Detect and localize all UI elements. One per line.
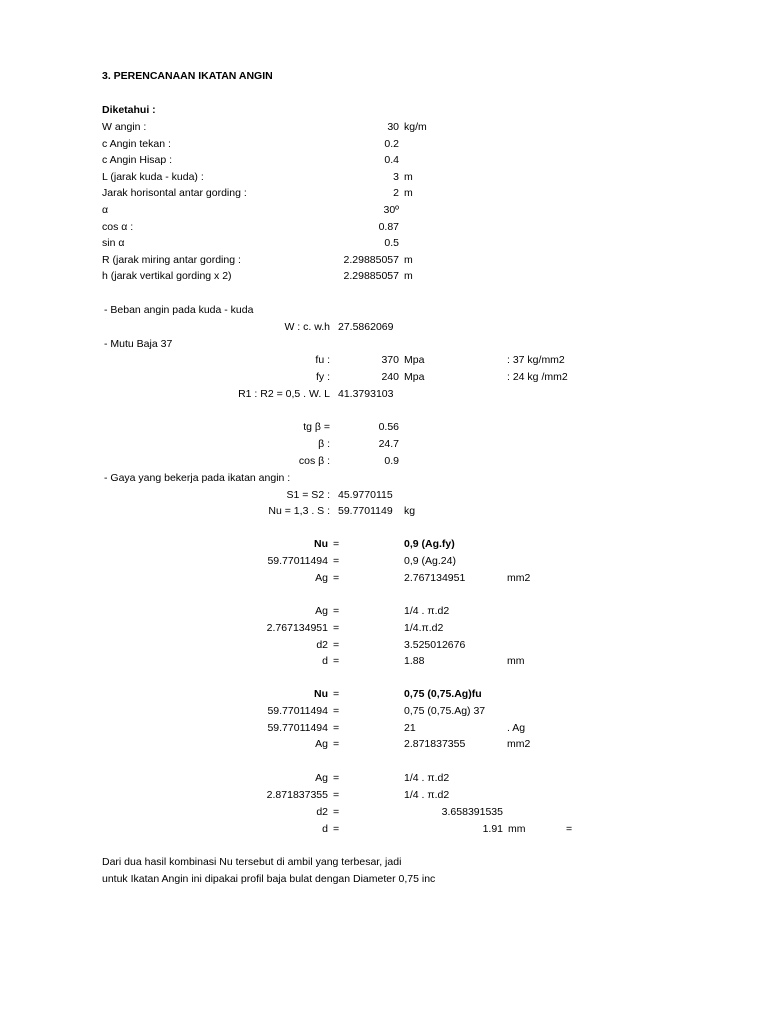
r-label: R1 : R2 = 0,5 . W. L [238,388,330,400]
calc4-left-2: 2.871837355 [266,789,328,801]
calc4-left-3: d2 [316,806,328,818]
fu-unit: Mpa [404,354,425,366]
diketahui-value: 0.5 [384,237,399,249]
diketahui-label: c Angin tekan : [102,138,171,150]
calc-equals: = [333,639,340,651]
diketahui-unit: m [404,171,413,183]
diketahui-value: 2.29885057 [343,270,399,282]
calc-unit: . Ag [507,722,526,734]
calc-right: 21 [404,722,416,734]
beta-label: β : [318,438,330,450]
calc4-right-4: 1.91 [482,823,503,835]
diketahui-label: h (jarak vertikal gording x 2) [102,270,232,282]
calc-equals: = [333,605,340,617]
conclusion-line-1: Dari dua hasil kombinasi Nu tersebut di ambil yang terbesar, jadi [102,856,402,868]
diketahui-label: W angin : [102,121,147,133]
calc-unit: mm2 [507,738,531,750]
calc-left: Ag [315,572,328,584]
diketahui-value: 3 [393,171,399,183]
calc-left: 59.77011494 [267,705,328,717]
diketahui-label: Jarak horisontal antar gording : [102,187,247,199]
calc4-eq-4: = [333,823,340,835]
calc-right: 2.767134951 [404,572,466,584]
calc-left: d [322,655,328,667]
mutu-heading: - Mutu Baja 37 [104,338,173,350]
calc4-right-2: 1/4 . π.d2 [404,789,450,801]
calc-equals: = [333,738,340,750]
calc-equals: = [333,572,340,584]
diketahui-unit: kg/m [404,121,427,133]
cos-beta-value: 0.9 [384,455,399,467]
w-label: W : c. w.h [284,321,330,333]
nu-unit: kg [404,505,416,517]
calc4-left-4: d [322,823,328,835]
diketahui-value: 30º [383,204,399,216]
calc-left: Nu [314,688,328,700]
calc4-left-1: Ag [315,772,328,784]
calc-left: 59.77011494 [267,722,328,734]
gaya-heading: - Gaya yang bekerja pada ikatan angin : [104,472,291,484]
calc-equals: = [333,722,340,734]
calc4-unit-4: mm [508,823,526,835]
fy-unit: Mpa [404,371,425,383]
diketahui-unit: m [404,270,413,282]
calc-equals: = [333,688,340,700]
calc-unit: mm2 [507,572,531,584]
fy-label: fy : [315,371,330,383]
calc-right: 0,9 (Ag.24) [404,555,456,567]
fy-note: : 24 kg /mm2 [507,371,568,383]
calc-equals: = [333,555,340,567]
beta-value: 24.7 [378,438,399,450]
diketahui-heading: Diketahui : [102,104,156,116]
fy-value: 240 [381,371,399,383]
diketahui-value: 0.4 [384,154,399,166]
diketahui-label: α [102,204,109,216]
diketahui-label: c Angin Hisap : [102,154,173,166]
calc4-eq-1: = [333,772,340,784]
cos-beta-label: cos β : [298,455,330,467]
diketahui-value: 2 [393,187,399,199]
fu-note: : 37 kg/mm2 [507,354,565,366]
calc-equals: = [333,538,340,550]
w-value: 27.5862069 [338,321,394,333]
r-value: 41.3793103 [338,388,394,400]
s-value: 45.9770115 [338,489,393,501]
calc4-eq-3: = [333,806,340,818]
calc-right: 0,75 (0,75.Ag)fu [404,688,482,700]
calc-left: Ag [315,738,328,750]
diketahui-label: sin α [102,237,125,249]
nu-value: 59.7701149 [338,505,393,517]
calc-left: 2.767134951 [266,622,328,634]
diketahui-unit: m [404,187,413,199]
diketahui-value: 30 [387,121,399,133]
calc-right: 3.525012676 [404,639,466,651]
calc-equals: = [333,655,340,667]
calc4-right-1: 1/4 . π.d2 [404,772,450,784]
calc-right: 1/4 . π.d2 [404,605,450,617]
diketahui-label: cos α : [102,221,134,233]
calc-left: Nu [314,538,328,550]
s-label: S1 = S2 : [286,489,330,501]
calc-unit: mm [507,655,525,667]
conclusion-line-2: untuk Ikatan Angin ini dipakai profil baja bulat dengan Diameter 0,75 inc [102,873,436,885]
calc-left: Ag [315,605,328,617]
fu-value: 370 [381,354,399,366]
tg-beta-value: 0.56 [378,421,399,433]
calc-equals: = [333,705,340,717]
diketahui-value: 2.29885057 [343,254,399,266]
calc-right: 1.88 [404,655,425,667]
diketahui-label: R (jarak miring antar gording : [102,254,241,266]
calc-equals: = [333,622,340,634]
calc-left: 59.77011494 [267,555,328,567]
calc-right: 2.871837355 [404,738,466,750]
beban-heading: - Beban angin pada kuda - kuda [104,304,254,316]
diketahui-unit: m [404,254,413,266]
calc4-right-3: 3.658391535 [441,806,503,818]
calc-left: d2 [316,639,328,651]
calc-right: 0,9 (Ag.fy) [404,538,455,550]
diketahui-value: 0.2 [384,138,399,150]
calc4-eq-2: = [333,789,340,801]
calc-right: 1/4.π.d2 [404,622,444,634]
calc-right: 0,75 (0,75.Ag) 37 [404,705,486,717]
diketahui-value: 0.87 [378,221,399,233]
diketahui-label: L (jarak kuda - kuda) : [102,171,204,183]
fu-label: fu : [315,354,330,366]
page-title: 3. PERENCANAAN IKATAN ANGIN [102,70,273,82]
tg-beta-label: tg β = [303,421,330,433]
calc4-extra-4: = [566,823,573,835]
nu-label: Nu = 1,3 . S : [268,505,330,517]
